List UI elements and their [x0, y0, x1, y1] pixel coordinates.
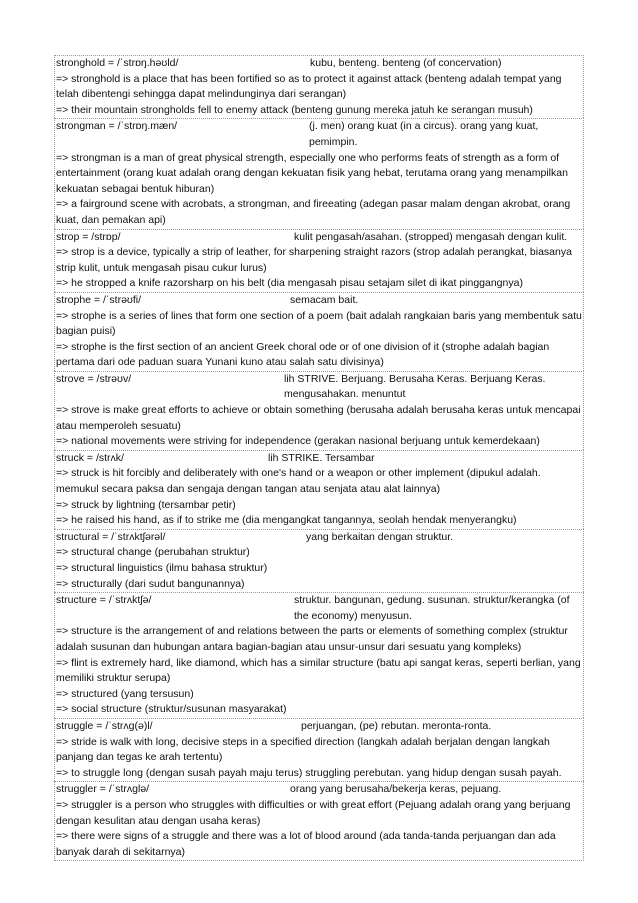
dictionary-entry — [54, 229, 584, 292]
entry-headword-line — [56, 530, 582, 546]
entry-example-line: => stride is walk with long, decisive steps in a specified direction (langkah adalah berjalan dengan langkah panjang dan tegas ke arah tertentu) — [56, 735, 550, 764]
entry-headword-line — [56, 372, 582, 403]
entry-headword-line — [56, 119, 582, 150]
entry-example-line: => there were signs of a struggle and there was a lot of blood around (ada tanda-tanda perjuangan dan ada banyak darah di sekitarnya) — [56, 830, 556, 858]
entry-example-line: => to struggle long (dengan susah payah maju terus) struggling perebutan. yang hidup dengan susah payah. — [56, 766, 562, 779]
entry-example-line: => strophe is a series of lines that form one section of a poem (bait adalah rangkaian baris yang membentuk satu bagian puisi) — [56, 309, 582, 338]
entry-gloss: lih STRIKE. Tersambar — [268, 451, 375, 464]
dictionary-document — [54, 55, 584, 861]
entry-example-line: => he raised his hand, as if to strike me (dia mengangkat tangannya, seolah hendak menyerangku) — [56, 514, 517, 527]
entry-gloss: perjuangan, (pe) rebutan. meronta-ronta. — [301, 719, 492, 732]
entry-example-line: => structure is the arrangement of and relations between the parts or elements of something complex (struktur adalah susunan dan hubungan antara bagian-bagian atau unsur-unsur dari sesuatu yang kompleks) — [56, 625, 568, 653]
entry-example-line: => social structure (struktur/susunan masyarakat) — [56, 703, 287, 716]
dictionary-entry — [54, 55, 584, 118]
entry-example-line: => strop is a device, typically a strip of leather, for sharpening straight razors (strop adalah perangkat, biasanya strip kulit, untuk mengasah pisau cukur lurus) — [56, 246, 572, 274]
entry-example-line: => strove is make great efforts to achieve or obtain something (berusaha adalah berusaha keras untuk mencapai atau memperoleh sesuatu) — [56, 404, 581, 432]
entry-gloss: semacam bait. — [290, 293, 359, 306]
entry-headword-line — [56, 230, 582, 246]
entry-headword-line — [56, 782, 582, 798]
dictionary-entry — [54, 371, 584, 450]
entry-headword-line — [56, 719, 582, 735]
entry-headword: struggle = /ˈstrʌg(ə)l/ — [56, 719, 153, 732]
entry-headword: struggler = /ˈstrʌglə/ — [56, 783, 150, 796]
entry-headword-line — [56, 293, 582, 309]
entry-example-line: => strophe is the first section of an ancient Greek choral ode or of one division of it (strophe adalah bagian pertama dari ode paduan suara Yunani kuno atau salah satu divisinya) — [56, 340, 550, 369]
dictionary-entry — [54, 292, 584, 371]
dictionary-entry — [54, 592, 584, 718]
dictionary-entry — [54, 718, 584, 781]
entry-headword: struck = /strʌk/ — [56, 451, 124, 464]
entry-example-line: => struck by lightning (tersambar petir) — [56, 498, 236, 511]
dictionary-entry — [54, 118, 584, 228]
entry-gloss: struktur. bangunan, gedung. susunan. struktur/kerangka (of the economy) menyusun. — [294, 594, 570, 622]
entry-example-line: => their mountain strongholds fell to enemy attack (benteng gunung mereka jatuh ke serangan musuh) — [56, 103, 533, 116]
entry-headword-line — [56, 451, 582, 467]
entry-headword: strove = /strəʊv/ — [56, 372, 132, 385]
entry-example-line: => national movements were striving for independence (gerakan nasional berjuang untuk kemerdekaan) — [56, 435, 540, 448]
entry-gloss: yang berkaitan dengan struktur. — [306, 530, 454, 543]
entry-gloss: kulit pengasah/asahan. (stropped) mengasah dengan kulit. — [294, 230, 568, 243]
entry-headword: strongman = /ˈstrɒŋ.mæn/ — [56, 120, 178, 133]
entry-headword: stronghold = /ˈstrɒŋ.həʊld/ — [56, 57, 179, 69]
entry-example-line: => he stropped a knife razorsharp on his belt (dia mengasah pisau setajam silet di ikat pinggangnya) — [56, 277, 523, 290]
entry-example-line: => a fairground scene with acrobats, a strongman, and fireeating (adegan pasar malam dengan akrobat, orang kuat, dan pemakan api) — [56, 198, 571, 226]
dictionary-entry — [54, 450, 584, 529]
entry-example-line: => strongman is a man of great physical strength, especially one who performs feats of strength as a form of entertainment (orang kuat adalah orang dengan kekuatan fisik yang hebat, terutama orang yang menampilkan kekuatan sebagai bentuk hiburan) — [56, 151, 568, 195]
entry-headword: structural = /ˈstrʌktʃərəl/ — [56, 530, 166, 543]
entry-example-line: => flint is extremely hard, like diamond, which has a similar structure (batu api sangat keras, seperti berlian, yang memiliki struktur serupa) — [56, 656, 581, 685]
entry-headword-line — [56, 593, 582, 624]
entry-headword: strop = /strɒp/ — [56, 230, 121, 243]
entry-example-line: => structured (yang tersusun) — [56, 687, 194, 700]
entry-gloss: kubu, benteng. benteng (of concervation) — [310, 57, 502, 69]
entry-gloss: (j. men) orang kuat (in a circus). orang yang kuat, pemimpin. — [309, 120, 539, 148]
entry-example-line: => stronghold is a place that has been fortified so as to protect it against attack (benteng adalah tempat yang telah dibentengi sehingga dapat melindunginya dari serangan) — [56, 72, 562, 101]
entry-example-line: => struck is hit forcibly and deliberately with one's hand or a weapon or other implement (dipukul adalah. memukul secara paksa dan sengaja dengan tangan atau senjata atau alat lainnya) — [56, 467, 541, 496]
entry-example-line: => structurally (dari sudut bangunannya) — [56, 577, 245, 590]
entry-headword: structure = /ˈstrʌktʃə/ — [56, 594, 152, 607]
entry-gloss: lih STRIVE. Berjuang. Berusaha Keras. Berjuang Keras. mengusahakan. menuntut — [284, 372, 546, 401]
entry-example-line: => struggler is a person who struggles with difficulties or with great effort (Pejuang adalah orang yang berjuang dengan kesulitan atau dengan usaha keras) — [56, 798, 571, 827]
entry-example-line: => structural change (perubahan struktur) — [56, 546, 250, 559]
entry-gloss: orang yang berusaha/bekerja keras, pejuang. — [290, 783, 502, 796]
entry-headword-line — [56, 56, 582, 72]
entry-example-line: => structural linguistics (ilmu bahasa struktur) — [56, 562, 268, 574]
dictionary-entry — [54, 781, 584, 861]
dictionary-entry — [54, 529, 584, 592]
entry-headword: strophe = /ˈstrəʊfi/ — [56, 293, 142, 306]
